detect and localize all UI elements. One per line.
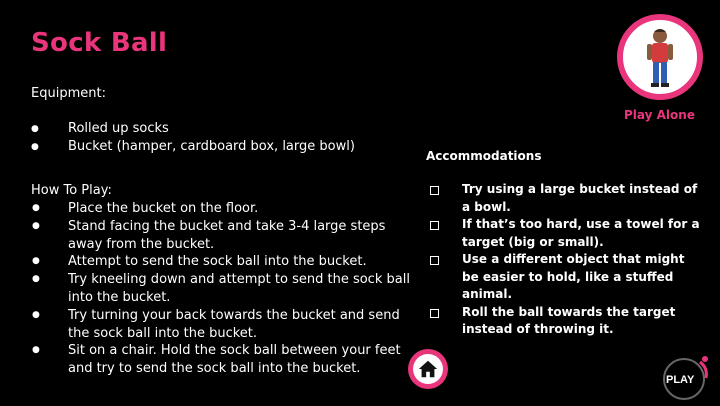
list-item: ● Try kneeling down and attempt to send the sock ball into the bucket. — [31, 271, 411, 307]
accommodations-list — [430, 181, 700, 339]
list-item — [430, 251, 700, 304]
home-button-inner — [413, 354, 443, 384]
child-figure-icon — [623, 20, 697, 94]
checkbox-icon — [430, 221, 439, 230]
equipment-label: Equipment: — [31, 86, 106, 101]
list-item: ● Attempt to send the sock ball into the bucket. — [31, 253, 411, 271]
how-to-play-list — [31, 200, 411, 378]
checkbox-icon — [430, 256, 439, 265]
list-item-text: Use a different object that might be easier to hold, like a stuffed animal. — [462, 252, 685, 301]
how-to-play-label: How To Play: — [31, 183, 112, 198]
list-item: ● Sit on a chair. Hold the sock ball between your feet and try to send the sock ball into the bucket. — [31, 342, 411, 378]
list-item-text: Roll the ball towards the target instead of throwing it. — [462, 304, 676, 336]
avatar — [617, 14, 703, 100]
page-title: Sock Ball — [31, 28, 168, 58]
list-item: ● Bucket (hamper, cardboard box, large bowl) — [31, 138, 355, 156]
play-alone-label: Play Alone — [624, 108, 695, 122]
play-logo — [656, 352, 716, 402]
checkbox-icon — [430, 309, 439, 318]
accommodations-title: Accommodations — [426, 149, 542, 163]
list-item: ● Try turning your back towards the bucket and send the sock ball into the bucket. — [31, 307, 411, 343]
list-item-text: If that’s too hard, use a towel for a target (big or small). — [462, 217, 700, 249]
list-item — [430, 216, 700, 251]
checkbox-icon — [430, 186, 439, 195]
list-item — [430, 304, 700, 339]
list-item: ● Place the bucket on the floor. — [31, 200, 411, 218]
home-icon — [417, 358, 439, 380]
home-button[interactable] — [408, 349, 448, 389]
equipment-list — [31, 120, 355, 156]
list-item: ● Rolled up socks — [31, 120, 355, 138]
list-item: ● Stand facing the bucket and take 3-4 large steps away from the bucket. — [31, 218, 411, 254]
list-item-text: Try using a large bucket instead of a bowl. — [462, 182, 698, 214]
logo-text: PLAY — [666, 374, 695, 386]
list-item — [430, 181, 700, 216]
